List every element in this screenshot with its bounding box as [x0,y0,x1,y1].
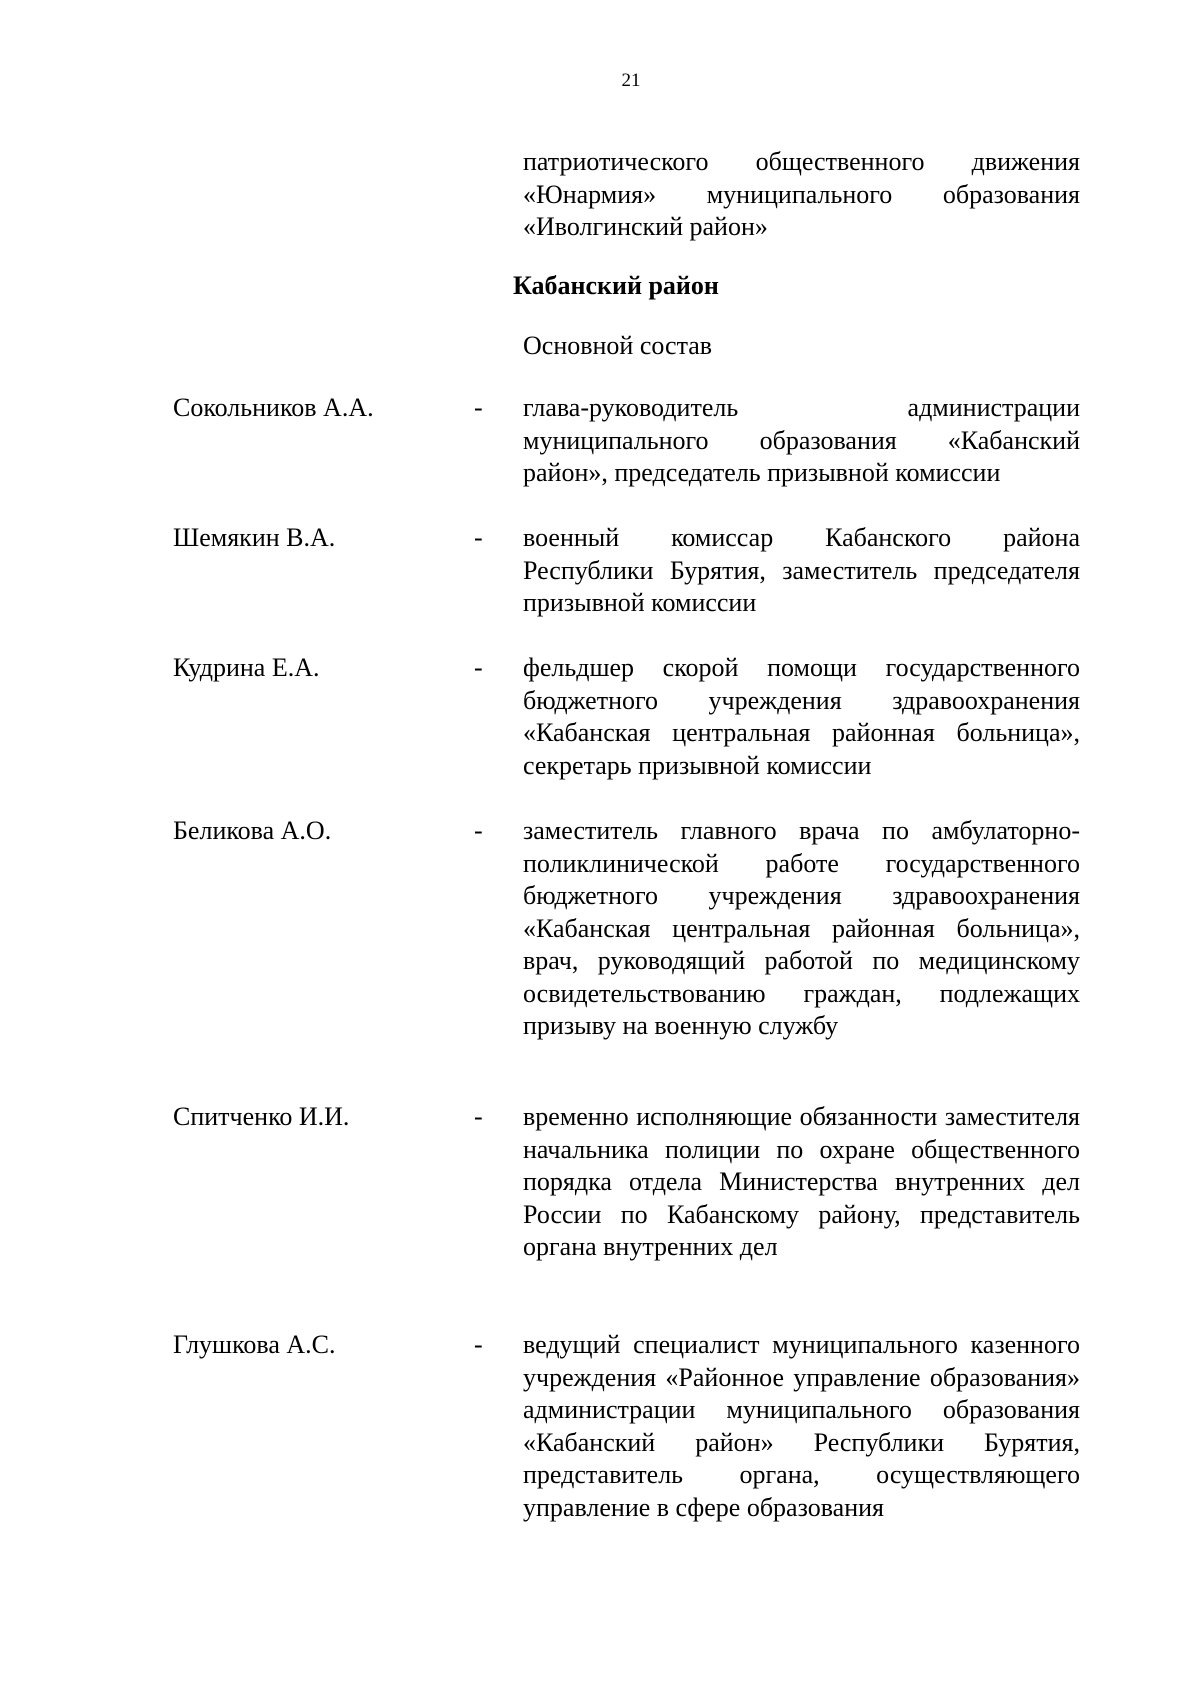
member-name: Кудрина Е.А. [173,653,320,682]
member-dash: - [474,816,483,845]
member-dash: - [474,1330,483,1359]
member-name: Сокольников А.А. [173,393,374,422]
page-number: 21 [621,70,641,91]
member-dash: - [474,393,483,422]
member-description: заместитель главного врача по амбулаторно-поликлинической работе государственного бюджетного учреждения здравоохранения «Кабанская центральная районная больница», врач, руководящий работой по медицинскому освидетельствованию граждан, подлежащих призыву на военную службу [523,816,1080,1040]
member-dash: - [474,653,483,682]
member-name: Глушкова А.С. [173,1330,336,1359]
intro-paragraph: патриотического общественного движения «Юнармия» муниципального образования «Иволгинский район» [523,147,1080,241]
member-description: фельдшер скорой помощи государственного бюджетного учреждения здравоохранения «Кабанская центральная районная больница», секретарь призывной комиссии [523,653,1080,780]
member-name: Шемякин В.А. [173,523,336,552]
member-name: Беликова А.О. [173,816,332,845]
member-description: временно исполняющие обязанности заместителя начальника полиции по охране общественного порядка отдела Министерства внутренних дел России по Кабанскому району, представитель органа внутренних дел [523,1102,1080,1261]
section-title: Кабанский район [513,271,719,300]
member-name: Спитченко И.И. [173,1102,350,1131]
member-dash: - [474,1102,483,1131]
member-description: глава-руководитель администрации муниципального образования «Кабанский район», председатель призывной комиссии [523,393,1080,487]
member-dash: - [474,523,483,552]
member-description: ведущий специалист муниципального казенного учреждения «Районное управление образования» администрации муниципального образования «Кабанский район» Республики Бурятия, представитель органа, осуществляющего управление в сфере образования [523,1330,1080,1522]
section-subtitle: Основной состав [523,331,713,360]
member-description: военный комиссар Кабанского района Республики Бурятия, заместитель председателя призывной комиссии [523,523,1080,617]
